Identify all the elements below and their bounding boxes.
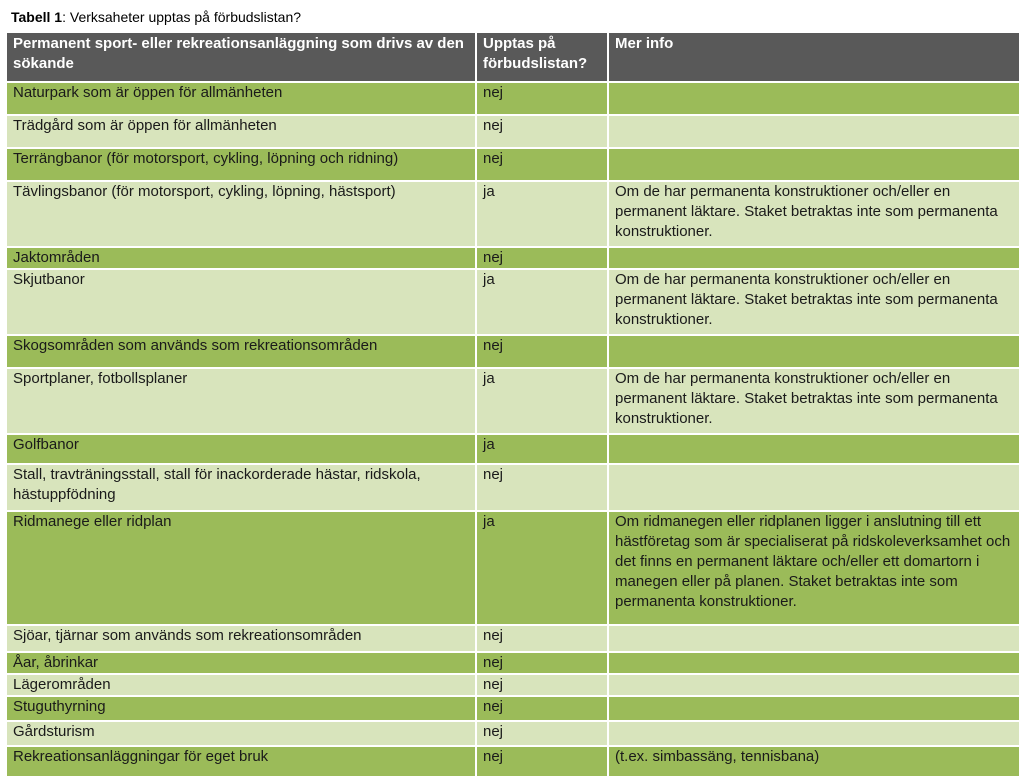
cell-info: [608, 82, 1020, 115]
cell-listed: nej: [476, 82, 608, 115]
header-info: Mer info: [608, 32, 1020, 82]
cell-facility: Rekreationsanläggningar för eget bruk: [6, 746, 476, 777]
table-row: [6, 115, 1020, 148]
cell-listed: ja: [476, 181, 608, 247]
cell-listed: nej: [476, 148, 608, 181]
table-row: [6, 181, 1020, 247]
cell-info: Om de har permanenta konstruktioner och/eller en permanent läktare. Staket betraktas inte som permanenta konstruktioner.: [608, 368, 1020, 434]
cell-info: [608, 464, 1020, 511]
cell-info: [608, 148, 1020, 181]
table-row: [6, 335, 1020, 368]
cell-listed: nej: [476, 247, 608, 269]
table-body: [6, 82, 1020, 777]
cell-listed: nej: [476, 625, 608, 652]
cell-facility: Sjöar, tjärnar som används som rekreationsområden: [6, 625, 476, 652]
cell-listed: nej: [476, 115, 608, 148]
table-caption: [11, 8, 301, 26]
cell-listed: ja: [476, 511, 608, 625]
table-row: [6, 511, 1020, 625]
table-row: [6, 721, 1020, 746]
cell-info: [608, 721, 1020, 746]
caption-prefix: Tabell 1: [11, 9, 63, 25]
cell-info: [608, 674, 1020, 696]
table-row: [6, 434, 1020, 464]
cell-info: [608, 625, 1020, 652]
cell-facility: Stall, travträningsstall, stall för inackorderade hästar, ridskola, hästuppfödning: [6, 464, 476, 511]
table-row: [6, 625, 1020, 652]
cell-listed: nej: [476, 674, 608, 696]
header-facility: Permanent sport- eller rekreationsanläggning som drivs av den sökande: [6, 32, 476, 82]
cell-info: (t.ex. simbassäng, tennisbana): [608, 746, 1020, 777]
cell-info: [608, 115, 1020, 148]
table-row: [6, 652, 1020, 674]
cell-facility: Trädgård som är öppen för allmänheten: [6, 115, 476, 148]
cell-facility: Naturpark som är öppen för allmänheten: [6, 82, 476, 115]
header-row: [6, 32, 1020, 82]
cell-listed: nej: [476, 652, 608, 674]
cell-info: [608, 696, 1020, 721]
table-row: [6, 746, 1020, 777]
cell-info: [608, 247, 1020, 269]
table-row: [6, 82, 1020, 115]
cell-facility: Golfbanor: [6, 434, 476, 464]
cell-info: [608, 335, 1020, 368]
cell-facility: Gårdsturism: [6, 721, 476, 746]
cell-facility: Stuguthyrning: [6, 696, 476, 721]
cell-info: [608, 652, 1020, 674]
cell-listed: nej: [476, 464, 608, 511]
caption-text: : Verksaheter upptas på förbudslistan?: [62, 9, 302, 25]
table-row: [6, 464, 1020, 511]
table-row: [6, 696, 1020, 721]
cell-listed: nej: [476, 746, 608, 777]
cell-facility: Lägerområden: [6, 674, 476, 696]
cell-facility: Åar, åbrinkar: [6, 652, 476, 674]
cell-info: Om ridmanegen eller ridplanen ligger i anslutning till ett hästföretag som är specialiserat på ridskoleverksamhet och det finns en permanent läktare och/eller ett domartorn i manegen eller på planen. Staket betraktas inte som permanenta konstruktioner.: [608, 511, 1020, 625]
cell-info: Om de har permanenta konstruktioner och/eller en permanent läktare. Staket betraktas inte som permanenta konstruktioner.: [608, 181, 1020, 247]
header-listed: Upptas på förbudslistan?: [476, 32, 608, 82]
table-row: [6, 148, 1020, 181]
cell-info: [608, 434, 1020, 464]
cell-listed: ja: [476, 368, 608, 434]
cell-listed: ja: [476, 434, 608, 464]
cell-info: Om de har permanenta konstruktioner och/eller en permanent läktare. Staket betraktas inte som permanenta konstruktioner.: [608, 269, 1020, 335]
cell-facility: Jaktområden: [6, 247, 476, 269]
table-row: [6, 368, 1020, 434]
cell-listed: nej: [476, 696, 608, 721]
cell-facility: Tävlingsbanor (för motorsport, cykling, löpning, hästsport): [6, 181, 476, 247]
cell-facility: Skjutbanor: [6, 269, 476, 335]
cell-facility: Terrängbanor (för motorsport, cykling, löpning och ridning): [6, 148, 476, 181]
cell-listed: nej: [476, 335, 608, 368]
cell-facility: Sportplaner, fotbollsplaner: [6, 368, 476, 434]
table-row: [6, 674, 1020, 696]
cell-facility: Skogsområden som används som rekreationsområden: [6, 335, 476, 368]
table-row: [6, 247, 1020, 269]
table-row: [6, 269, 1020, 335]
cell-listed: ja: [476, 269, 608, 335]
cell-listed: nej: [476, 721, 608, 746]
cell-facility: Ridmanege eller ridplan: [6, 511, 476, 625]
activities-table: [5, 31, 1021, 778]
